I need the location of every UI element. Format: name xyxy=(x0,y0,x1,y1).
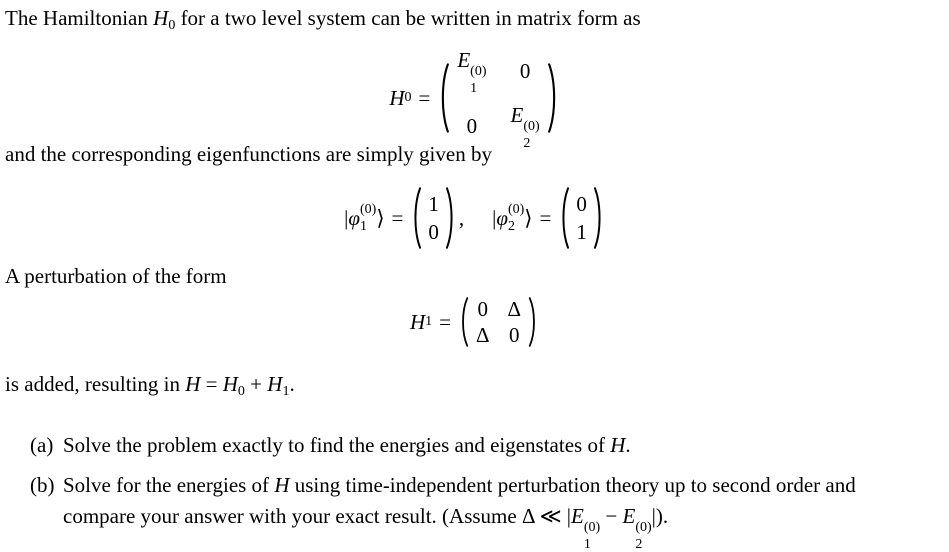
math-sub-1: 1 xyxy=(282,384,290,399)
math-var-H: H xyxy=(409,309,426,334)
left-paren-icon xyxy=(558,187,571,249)
math-var-phi: φ xyxy=(496,205,508,230)
math-var-phi: φ xyxy=(348,205,360,230)
vector-cell-top: 1 xyxy=(428,192,439,216)
ket-rangle: ⟩ xyxy=(376,205,385,230)
item-b-label: (b) xyxy=(30,473,55,497)
item-b-line2 xyxy=(63,501,856,552)
math-var-E: E xyxy=(510,103,524,127)
ket-bar: | xyxy=(344,205,349,230)
subscript: 1 xyxy=(583,537,591,552)
perturbation-line: A perturbation of the form xyxy=(5,264,227,288)
sup-sub-stack xyxy=(635,521,651,552)
math-sub-0: 0 xyxy=(237,384,245,399)
much-less-than-sign: ≪ xyxy=(534,504,567,528)
sup-sub-stack xyxy=(508,203,524,234)
matrix-cell-11: 0 xyxy=(477,297,488,321)
comma-separator: , xyxy=(458,205,465,230)
item-a-text-before: Solve the problem exactly to find the energies and eigenstates of xyxy=(63,433,611,457)
sup-sub-stack xyxy=(470,65,486,96)
item-a-label: (a) xyxy=(30,433,54,457)
matrix-cell-21: 0 xyxy=(466,113,478,138)
item-a-text xyxy=(63,433,631,458)
math-var-H: H xyxy=(267,372,283,396)
left-paren-icon xyxy=(437,63,451,133)
equation-eigenfunctions xyxy=(0,186,949,250)
matrix-H1 xyxy=(458,297,539,347)
subscript: 2 xyxy=(507,218,515,234)
vector-phi1 xyxy=(410,187,457,249)
superscript: (0) xyxy=(360,201,377,217)
equals-sign: = xyxy=(439,309,451,334)
right-paren-icon xyxy=(592,187,605,249)
vector-phi2 xyxy=(558,187,605,249)
added-line xyxy=(5,372,295,404)
math-sub-0: 0 xyxy=(404,90,412,105)
matrix-H0 xyxy=(437,45,559,151)
intro-line xyxy=(5,6,641,38)
sup-sub-stack xyxy=(523,120,539,151)
period: . xyxy=(625,433,631,457)
superscript: (0) xyxy=(635,520,652,535)
math-var-E: E xyxy=(622,504,636,528)
equals-sign: = xyxy=(418,85,431,110)
matrix-cell-11 xyxy=(457,45,486,96)
equals-sign: = xyxy=(539,205,552,230)
math-delta: Δ xyxy=(521,504,535,528)
equals-sign: = xyxy=(391,205,404,230)
item-b-line1-after: using time-independent perturbation theory up to second order and xyxy=(289,473,856,497)
intro-text-after: for a two level system can be written in matrix form as xyxy=(175,6,641,30)
vector-cell-bottom: 0 xyxy=(428,220,439,244)
superscript: (0) xyxy=(583,520,601,535)
eigenfunctions-line: and the corresponding eigenfunctions are simply given by xyxy=(5,142,492,166)
matrix-cell-22 xyxy=(511,100,540,151)
matrix-cell-12: Δ xyxy=(507,297,522,321)
sup-sub-stack xyxy=(360,203,376,234)
added-text-before: is added, resulting in xyxy=(5,372,186,396)
vector-cells xyxy=(426,192,441,244)
matrix-cell-21: Δ xyxy=(475,323,490,347)
plus-sign: + xyxy=(244,372,268,396)
item-b-text xyxy=(63,470,856,552)
equation-H0 xyxy=(0,48,949,151)
sup-sub-stack xyxy=(584,521,600,552)
math-var-H: H xyxy=(610,433,626,457)
superscript: (0) xyxy=(470,64,487,79)
vector-cell-top: 0 xyxy=(576,192,587,216)
math-var-E: E xyxy=(457,48,471,72)
ket-bar: | xyxy=(492,205,497,230)
math-sub-0: 0 xyxy=(168,18,176,33)
subscript: 2 xyxy=(523,136,531,151)
left-paren-icon xyxy=(410,187,423,249)
subscript: 2 xyxy=(635,537,643,552)
minus-sign: − xyxy=(600,504,623,528)
superscript: (0) xyxy=(523,119,540,134)
equals-sign: = xyxy=(200,372,223,396)
math-var-H: H xyxy=(222,372,238,396)
right-paren-icon xyxy=(546,63,560,133)
matrix-cells xyxy=(473,297,524,347)
right-paren-icon xyxy=(444,187,457,249)
math-var-H: H xyxy=(185,372,201,396)
equation-H1 xyxy=(0,295,949,349)
period: . xyxy=(289,372,295,396)
math-var-E: E xyxy=(571,504,584,528)
item-b-line2-before: compare your answer with your exact result. (Assume xyxy=(63,504,522,528)
item-a xyxy=(30,433,631,458)
item-b-line1-before: Solve for the energies of xyxy=(63,473,275,497)
item-b xyxy=(30,470,856,552)
matrix-cell-22: 0 xyxy=(509,323,520,347)
abs-bar-close: |). xyxy=(651,504,669,528)
math-sub-1: 1 xyxy=(425,314,433,329)
subscript: 1 xyxy=(360,218,367,234)
matrix-cells xyxy=(454,45,542,151)
math-var-H: H xyxy=(274,473,290,497)
math-var-H: H xyxy=(389,85,405,110)
left-paren-icon xyxy=(458,297,470,347)
abs-bar: | xyxy=(566,504,572,528)
item-b-line1 xyxy=(63,470,856,501)
superscript: (0) xyxy=(507,201,525,217)
vector-cell-bottom: 1 xyxy=(576,220,587,244)
vector-cells xyxy=(574,192,589,244)
matrix-cell-12: 0 xyxy=(519,58,531,83)
math-var-H: H xyxy=(153,6,169,30)
intro-text-before: The Hamiltonian xyxy=(5,6,154,30)
subscript: 1 xyxy=(470,81,478,96)
ket-rangle: ⟩ xyxy=(524,205,533,230)
right-paren-icon xyxy=(527,297,539,347)
